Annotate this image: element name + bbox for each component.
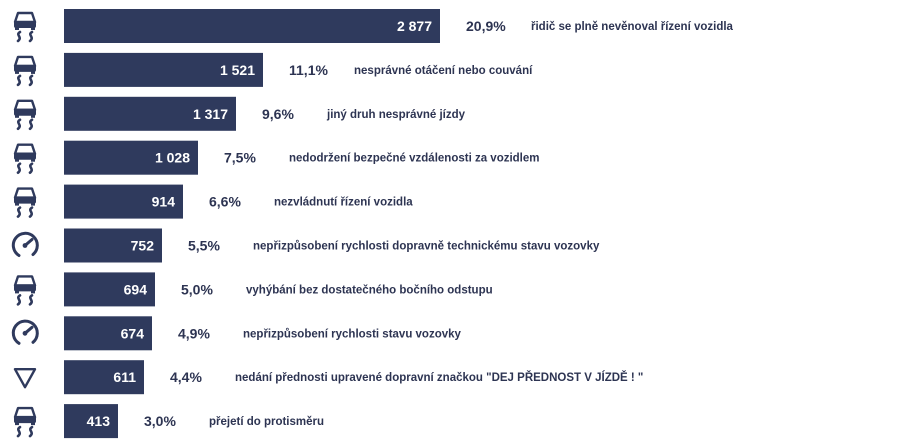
category-label: přejetí do protisměru bbox=[209, 416, 325, 429]
bar-value-label: 674 bbox=[120, 325, 144, 342]
skid-car-icon bbox=[14, 408, 36, 436]
category-label: jiný druh nesprávné jízdy bbox=[327, 108, 466, 121]
percent-label: 4,9% bbox=[178, 325, 210, 342]
skid-car-icon bbox=[14, 57, 36, 85]
percent-label: 6,6% bbox=[209, 193, 241, 210]
bar-value-label: 413 bbox=[86, 413, 110, 430]
percent-label: 20,9% bbox=[466, 18, 506, 34]
skid-car-icon bbox=[14, 145, 36, 173]
bar-value-label: 2 877 bbox=[396, 18, 432, 34]
percent-label: 9,6% bbox=[262, 105, 294, 122]
speedometer-icon bbox=[13, 321, 37, 343]
bar-value-label: 611 bbox=[113, 369, 136, 386]
bar bbox=[64, 9, 440, 43]
category-label: nepřizpůsobení rychlosti dopravně technickému stavu vozovky bbox=[253, 240, 600, 253]
category-label: řidič se plně nevěnoval řízení vozidla bbox=[531, 21, 733, 33]
skid-car-icon bbox=[14, 13, 36, 41]
skid-car-icon bbox=[14, 276, 36, 304]
bar-value-label: 1 028 bbox=[154, 149, 190, 166]
percent-label: 3,0% bbox=[144, 413, 176, 430]
percent-label: 5,0% bbox=[181, 281, 213, 298]
skid-car-icon bbox=[14, 189, 36, 217]
category-label: nezvládnutí řízení vozidla bbox=[274, 196, 413, 209]
category-label: vyhýbání bez dostatečného bočního odstupu bbox=[246, 284, 493, 297]
yield-sign-icon bbox=[15, 369, 35, 387]
percent-label: 11,1% bbox=[289, 61, 328, 78]
percent-label: 5,5% bbox=[188, 237, 220, 254]
percent-label: 4,4% bbox=[170, 369, 202, 386]
percent-label: 7,5% bbox=[224, 149, 256, 166]
category-label: nedodržení bezpečné vzdálenosti za vozidlem bbox=[289, 152, 540, 165]
bar-value-label: 752 bbox=[130, 237, 154, 254]
category-label: nepřizpůsobení rychlosti stavu vozovky bbox=[243, 328, 461, 341]
skid-car-icon bbox=[14, 101, 36, 129]
bar-value-label: 1 521 bbox=[219, 61, 255, 78]
bar-value-label: 1 317 bbox=[192, 105, 228, 122]
bar-value-label: 694 bbox=[123, 281, 147, 298]
category-label: nedání přednosti upravené dopravní značkou "DEJ PŘEDNOST V JÍZDĚ ! " bbox=[235, 372, 644, 385]
speedometer-icon bbox=[13, 233, 37, 255]
category-label: nesprávné otáčení nebo couvání bbox=[354, 64, 533, 77]
bar-value-label: 914 bbox=[151, 193, 175, 210]
